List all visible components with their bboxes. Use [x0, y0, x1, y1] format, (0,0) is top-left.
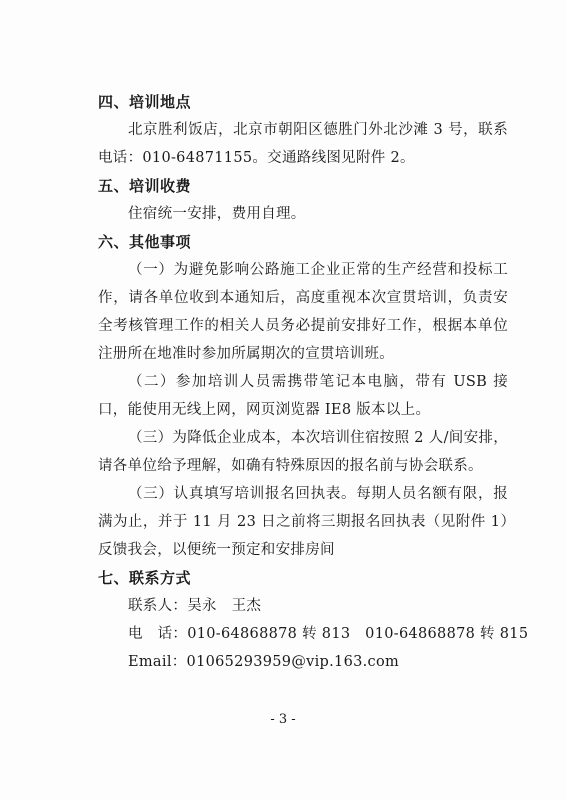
other-matters-heading: 六、其他事项: [98, 233, 192, 251]
other-item-2: （二）参加培训人员需携带笔记本电脑，带有 USB 接口，能使用无线上网，网页浏览器 IE8 版本以上。: [98, 374, 508, 418]
document-body: [98, 88, 529, 676]
contact-people: 联系人：吴永 王杰: [128, 598, 262, 614]
other-item-1: （一）为避免影响公路施工企业正常的生产经营和投标工作，请各单位收到本通知后，高度重视本次宣贯培训，负责安全考核管理工作的相关人员务必提前安排好工作，根据本单位注册所在地准时参加所属期次的宣贯培训班。: [98, 262, 508, 362]
contact-phone: 电 话：010-64868878 转 813 010-64868878 转 815: [128, 626, 529, 642]
fee-text: 住宿统一安排，费用自理。: [128, 206, 306, 222]
venue-text: 北京胜利饭店，北京市朝阳区德胜门外北沙滩 3 号，联系电话：010-64871155。交通路线图见附件 2。: [98, 122, 508, 166]
other-item-3: （三）为降低企业成本，本次培训住宿按照 2 人/间安排，请各单位给予理解，如确有特殊原因的报名前与协会联系。: [98, 430, 508, 474]
contact-heading: 七、联系方式: [98, 569, 192, 587]
fee-heading: 五、培训收费: [98, 177, 192, 195]
other-item-4: （三）认真填写培训报名回执表。每期人员名额有限，报满为止，并于 11 月 23 日之前将三期报名回执表（见附件 1）反馈我会，以便统一预定和安排房间: [98, 486, 508, 558]
venue-heading: 四、培训地点: [98, 93, 192, 111]
page-number: - 3 -: [270, 712, 296, 727]
contact-email: Email：01065293959@vip.163.com: [128, 654, 400, 670]
